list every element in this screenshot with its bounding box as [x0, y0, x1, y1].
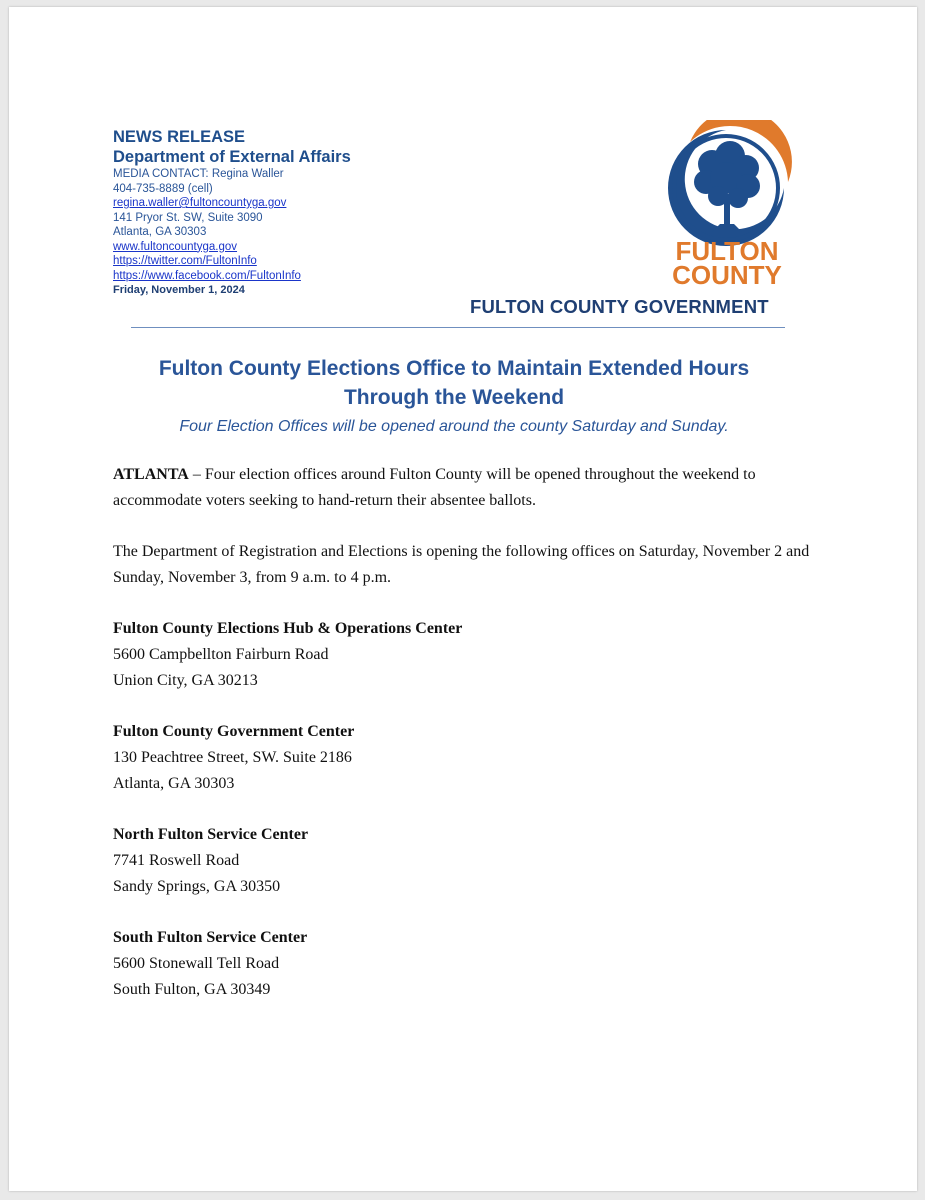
contact-email-link[interactable]: regina.waller@fultoncountyga.gov — [113, 197, 287, 209]
address-line-1: 141 Pryor St. SW, Suite 3090 — [113, 211, 263, 224]
release-header — [113, 127, 493, 298]
header-divider — [131, 327, 785, 328]
news-release-label: NEWS RELEASE — [113, 128, 246, 146]
headline-line-2: Through the Weekend — [343, 386, 565, 409]
website-link[interactable]: www.fultoncountyga.gov — [113, 240, 238, 253]
paragraph-1-text: – Four election offices around Fulton County will be opened throughout the weekend to accommodate voters seeking to hand-return their absentee ballots. — [113, 466, 756, 509]
location-street: 5600 Stonewall Tell Road — [113, 955, 280, 972]
subheadline: Four Election Offices will be opened around the county Saturday and Sunday. — [179, 418, 729, 435]
government-name: FULTON COUNTY GOVERNMENT — [470, 296, 769, 317]
location-street: 5600 Campbellton Fairburn Road — [113, 646, 329, 663]
address-line-2: Atlanta, GA 30303 — [113, 226, 207, 238]
location-name: North Fulton Service Center — [113, 826, 309, 843]
headline — [60, 354, 848, 412]
location-city: Atlanta, GA 30303 — [113, 775, 235, 792]
location-block — [113, 719, 813, 797]
paragraph-2: The Department of Registration and Elections is opening the following offices on Saturday, November 2 and Sunday, November 3, from 9 a.m. to 4 p.m. — [113, 543, 810, 586]
department-name: Department of External Affairs — [113, 148, 351, 166]
location-block — [113, 925, 813, 1003]
tree-icon — [694, 141, 760, 232]
location-street: 7741 Roswell Road — [113, 852, 240, 869]
location-name: South Fulton Service Center — [113, 929, 308, 946]
contact-phone: 404-735-8889 (cell) — [113, 182, 213, 195]
location-street: 130 Peachtree Street, SW. Suite 2186 — [113, 749, 352, 766]
logo-text-county: COUNTY — [672, 260, 782, 290]
facebook-link[interactable]: https://www.facebook.com/FultonInfo — [113, 269, 301, 282]
fulton-county-logo — [660, 120, 795, 290]
dateline: ATLANTA — [113, 466, 189, 483]
logo-text-fulton: FULTON — [675, 236, 779, 266]
location-name: Fulton County Government Center — [113, 723, 355, 740]
location-block — [113, 616, 813, 694]
release-date: Friday, November 1, 2024 — [113, 284, 245, 296]
location-city: Sandy Springs, GA 30350 — [113, 878, 281, 895]
location-city: Union City, GA 30213 — [113, 672, 258, 689]
media-contact: MEDIA CONTACT: Regina Waller — [113, 168, 284, 180]
location-city: South Fulton, GA 30349 — [113, 981, 271, 998]
release-body — [113, 462, 813, 1028]
location-block — [113, 822, 813, 900]
twitter-link[interactable]: https://twitter.com/FultonInfo — [113, 255, 257, 267]
paragraph-1 — [113, 462, 813, 514]
headline-line-1: Fulton County Elections Office to Maintain Extended Hours — [158, 357, 750, 380]
location-name: Fulton County Elections Hub & Operations Center — [113, 620, 463, 637]
